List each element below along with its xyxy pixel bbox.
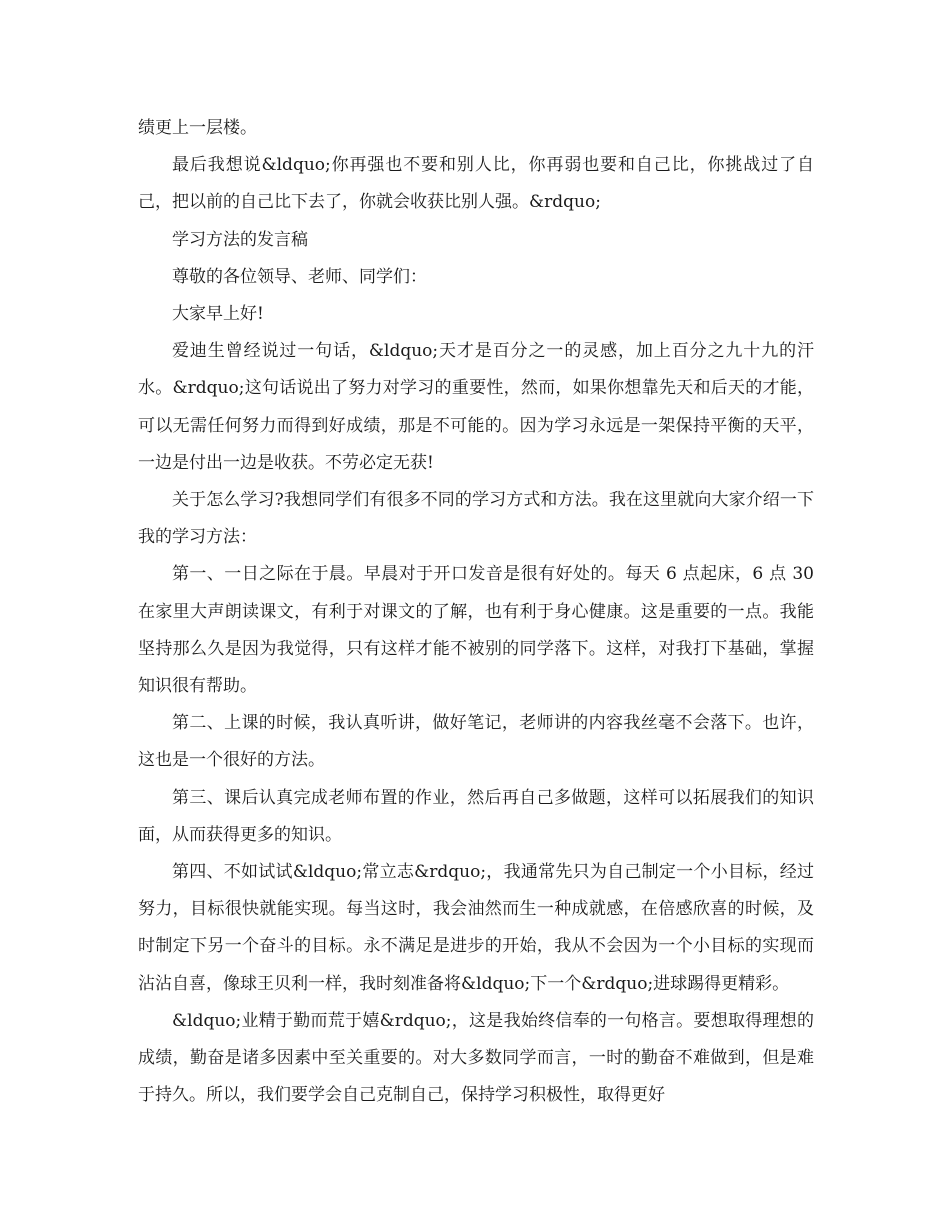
paragraph-continuation: 绩更上一层楼。 [138, 118, 257, 138]
paragraph-diligence: &ldquo;业精于勤而荒于嬉&rdquo;，这是我始终信奉的一句格言。要想取得理想的成绩，勤奋是诸多因素中至关重要的。对大多数同学而言，一时的勤奋不难做到，但是难于持久。所以，我们要学会自己克制自己，保持学习积极性，取得更好 [138, 1010, 814, 1106]
greeting: 大家早上好! [172, 304, 264, 325]
paragraph-edison-quote: 爱迪生曾经说过一句话，&ldquo;天才是百分之一的灵感，加上百分之九十九的汗水。&rdquo;这句话说出了努力对学习的重要性，然而，如果你想靠先天和后天的才能，可以无需任何努力而得到好成绩，那是不可能的。因为学习永远是一架保持平衡的天平，一边是付出一边是收获。不劳必定无获! [138, 341, 814, 473]
paragraph-closing-quote: 最后我想说&ldquo;你再强也不要和别人比，你再弱也要和自己比，你挑战过了自己，把以前的自己比下去了，你就会收获比别人强。&rdquo; [138, 155, 814, 213]
paragraph-method-four: 第四、不如试试&ldquo;常立志&rdquo;，我通常先只为自己制定一个小目标，经过努力，目标很快就能实现。每当这时，我会油然而生一种成就感，在倍感欣喜的时候，及时制定下另一个奋斗的目标。永不满足是进步的开始，我从不会因为一个小目标的实现而沾沾自喜，像球王贝利一样，我时刻准备将&ldquo;下一个&rdquo;进球踢得更精彩。 [138, 862, 814, 994]
document-body [138, 110, 814, 1114]
paragraph-method-three: 第三、课后认真完成老师布置的作业，然后再自己多做题，这样可以拓展我们的知识面，从而获得更多的知识。 [138, 787, 814, 845]
paragraph-how-to-study: 关于怎么学习?我想同学们有很多不同的学习方式和方法。我在这里就向大家介绍一下我的学习方法： [138, 490, 814, 548]
paragraph-method-two: 第二、上课的时候，我认真听讲，做好笔记，老师讲的内容我丝毫不会落下。也许，这也是一个很好的方法。 [138, 713, 814, 771]
speech-title: 学习方法的发言稿 [172, 229, 308, 250]
paragraph-method-one: 第一、一日之际在于晨。早晨对于开口发音是很有好处的。每天 6 点起床，6 点 30 在家里大声朗读课文，有利于对课文的了解，也有利于身心健康。这是重要的一点。我能坚持那么久是因为我觉得，只有这样才能不被别的同学落下。这样，对我打下基础，掌握知识很有帮助。 [138, 564, 814, 697]
salutation: 尊敬的各位领导、老师、同学们： [172, 266, 427, 287]
